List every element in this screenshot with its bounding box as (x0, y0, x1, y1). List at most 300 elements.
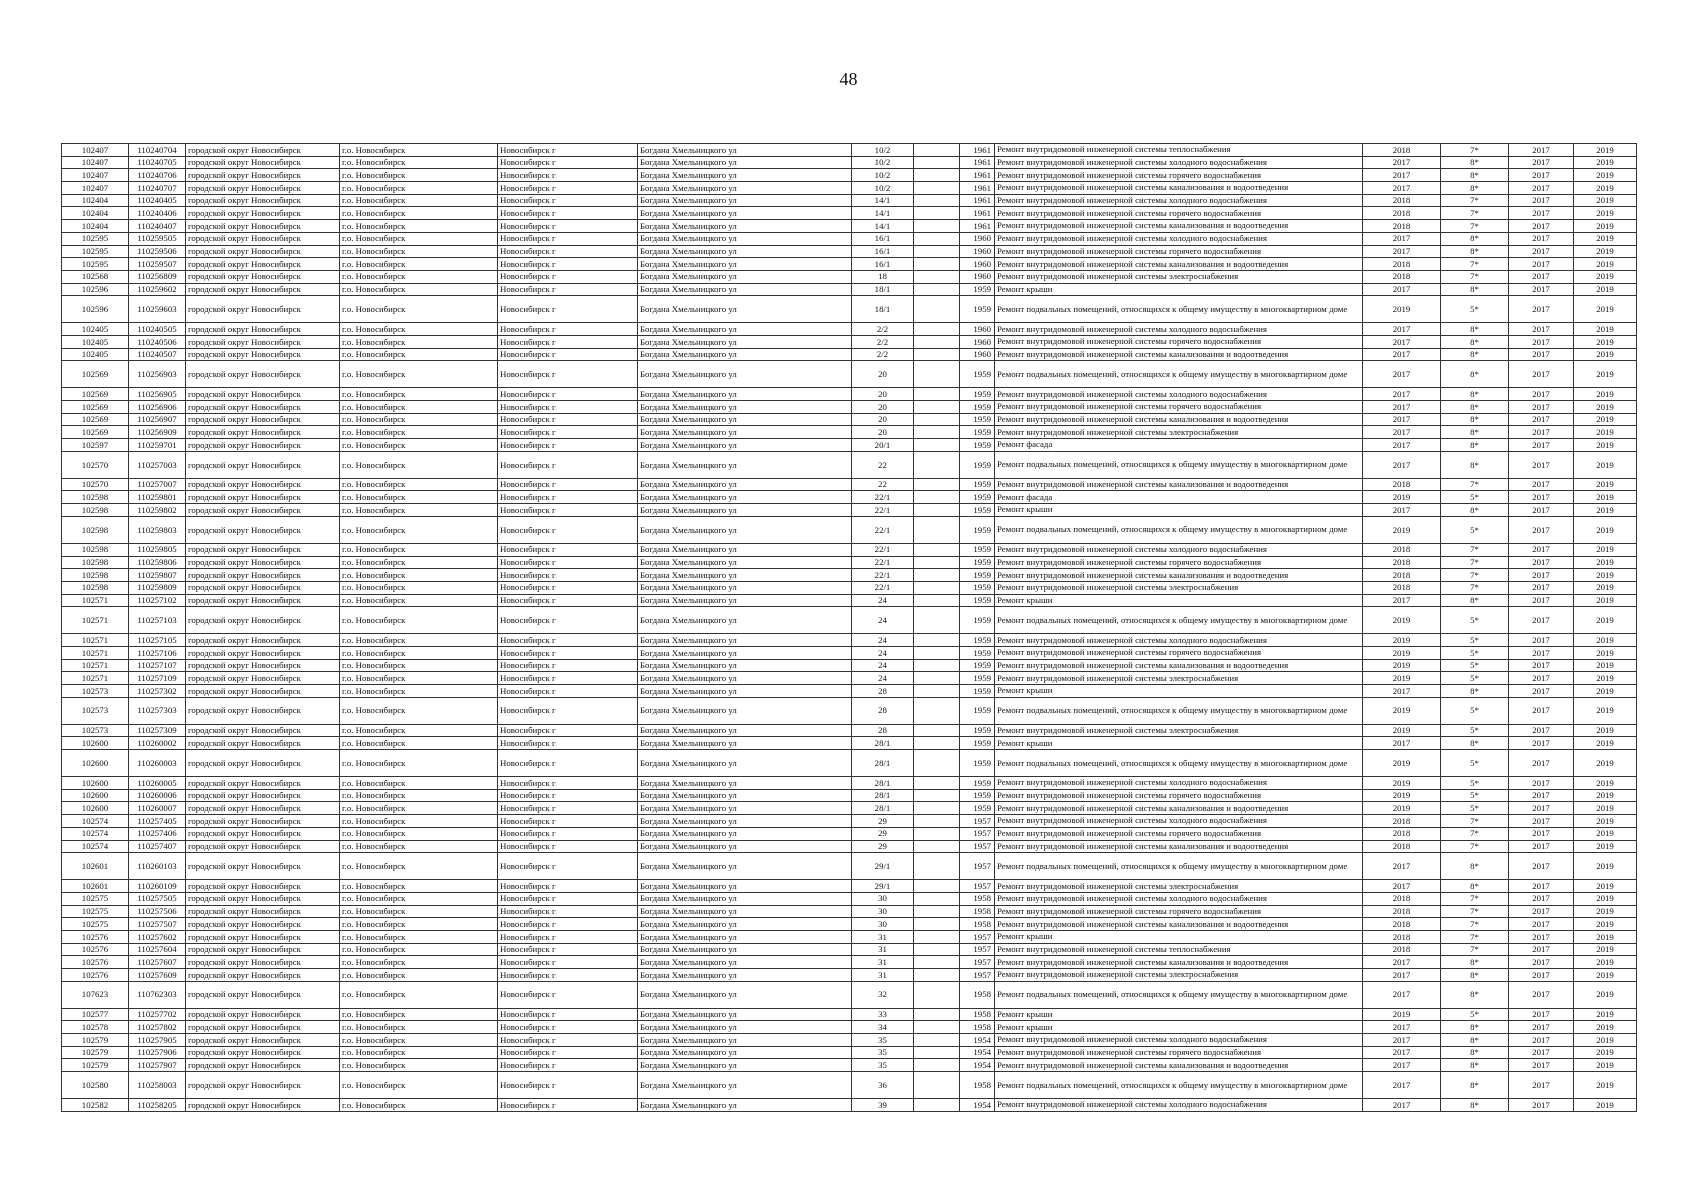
locality-cell: Новосибирск г (498, 969, 638, 982)
house-number-cell: 24 (852, 607, 914, 634)
house-id-cell: 102595 (62, 232, 129, 245)
municipality-cell: г.о. Новосибирск (340, 750, 498, 777)
street-cell: Богдана Хмельницкого ул (638, 296, 852, 323)
district-cell: городской округ Новосибирск (186, 258, 340, 271)
municipality-cell: г.о. Новосибирск (340, 232, 498, 245)
mark-cell: 7* (1441, 840, 1509, 853)
house-number-cell: 20 (852, 426, 914, 439)
municipality-cell: г.о. Новосибирск (340, 426, 498, 439)
table-row (62, 789, 1637, 802)
build-year-cell: 1959 (960, 777, 995, 790)
locality-cell: Новосибирск г (498, 491, 638, 504)
locality-cell: Новосибирск г (498, 918, 638, 931)
blank-cell (914, 724, 960, 737)
work-id-cell: 110259603 (129, 296, 186, 323)
house-number-cell: 10/2 (852, 144, 914, 157)
work-id-cell: 110257309 (129, 724, 186, 737)
build-year-cell: 1957 (960, 956, 995, 969)
work-type-cell: Ремонт внутридомовой инженерной системы холодного водоснабжения (995, 892, 1363, 905)
house-number-cell: 14/1 (852, 220, 914, 233)
house-number-cell: 33 (852, 1008, 914, 1021)
house-number-cell: 10/2 (852, 182, 914, 195)
work-type-cell: Ремонт внутридомовой инженерной системы канализования и водоотведения (995, 413, 1363, 426)
municipality-cell: г.о. Новосибирск (340, 1008, 498, 1021)
locality-cell: Новосибирск г (498, 943, 638, 956)
work-id-cell: 110260109 (129, 880, 186, 893)
build-year-cell: 1959 (960, 569, 995, 582)
plan-year-cell: 2017 (1363, 504, 1441, 517)
work-id-cell: 110240405 (129, 194, 186, 207)
locality-cell: Новосибирск г (498, 1034, 638, 1047)
table-row (62, 777, 1637, 790)
period-end-cell: 2019 (1574, 607, 1637, 634)
plan-year-cell: 2019 (1363, 777, 1441, 790)
period-end-cell: 2019 (1574, 245, 1637, 258)
house-id-cell: 102601 (62, 853, 129, 880)
work-id-cell: 110257702 (129, 1008, 186, 1021)
work-id-cell: 110259807 (129, 569, 186, 582)
table-row (62, 981, 1637, 1008)
period-end-cell: 2019 (1574, 270, 1637, 283)
mark-cell: 7* (1441, 943, 1509, 956)
work-id-cell: 110259805 (129, 543, 186, 556)
mark-cell: 8* (1441, 981, 1509, 1008)
period-end-cell: 2019 (1574, 956, 1637, 969)
build-year-cell: 1960 (960, 270, 995, 283)
work-id-cell: 110256809 (129, 270, 186, 283)
build-year-cell: 1960 (960, 245, 995, 258)
work-id-cell: 110259602 (129, 283, 186, 296)
work-id-cell: 110257506 (129, 905, 186, 918)
period-end-cell: 2019 (1574, 892, 1637, 905)
locality-cell: Новосибирск г (498, 504, 638, 517)
table-row (62, 646, 1637, 659)
house-id-cell: 102598 (62, 543, 129, 556)
municipality-cell: г.о. Новосибирск (340, 516, 498, 543)
period-start-cell: 2017 (1509, 840, 1574, 853)
district-cell: городской округ Новосибирск (186, 348, 340, 361)
district-cell: городской округ Новосибирск (186, 144, 340, 157)
house-id-cell: 102571 (62, 659, 129, 672)
locality-cell: Новосибирск г (498, 194, 638, 207)
blank-cell (914, 685, 960, 698)
blank-cell (914, 270, 960, 283)
build-year-cell: 1959 (960, 283, 995, 296)
build-year-cell: 1957 (960, 840, 995, 853)
street-cell: Богдана Хмельницкого ул (638, 491, 852, 504)
build-year-cell: 1959 (960, 607, 995, 634)
period-start-cell: 2017 (1509, 777, 1574, 790)
mark-cell: 8* (1441, 388, 1509, 401)
blank-cell (914, 840, 960, 853)
street-cell: Богдана Хмельницкого ул (638, 1099, 852, 1112)
district-cell: городской округ Новосибирск (186, 672, 340, 685)
street-cell: Богдана Хмельницкого ул (638, 401, 852, 414)
locality-cell: Новосибирск г (498, 607, 638, 634)
table-row (62, 245, 1637, 258)
period-start-cell: 2017 (1509, 156, 1574, 169)
house-number-cell: 22/1 (852, 504, 914, 517)
street-cell: Богдана Хмельницкого ул (638, 1059, 852, 1072)
period-end-cell: 2019 (1574, 194, 1637, 207)
plan-year-cell: 2017 (1363, 451, 1441, 478)
build-year-cell: 1954 (960, 1059, 995, 1072)
table-row (62, 697, 1637, 724)
plan-year-cell: 2019 (1363, 491, 1441, 504)
table-row (62, 283, 1637, 296)
plan-year-cell: 2017 (1363, 1072, 1441, 1099)
work-id-cell: 110259505 (129, 232, 186, 245)
house-number-cell: 16/1 (852, 232, 914, 245)
period-start-cell: 2017 (1509, 1099, 1574, 1112)
build-year-cell: 1959 (960, 516, 995, 543)
table-row (62, 207, 1637, 220)
mark-cell: 8* (1441, 182, 1509, 195)
period-start-cell: 2017 (1509, 659, 1574, 672)
work-id-cell: 110260103 (129, 853, 186, 880)
period-start-cell: 2017 (1509, 930, 1574, 943)
municipality-cell: г.о. Новосибирск (340, 607, 498, 634)
district-cell: городской округ Новосибирск (186, 905, 340, 918)
house-number-cell: 14/1 (852, 194, 914, 207)
blank-cell (914, 413, 960, 426)
period-end-cell: 2019 (1574, 750, 1637, 777)
street-cell: Богдана Хмельницкого ул (638, 426, 852, 439)
house-id-cell: 102598 (62, 569, 129, 582)
municipality-cell: г.о. Новосибирск (340, 182, 498, 195)
period-start-cell: 2017 (1509, 194, 1574, 207)
work-type-cell: Ремонт внутридомовой инженерной системы канализования и водоотведения (995, 569, 1363, 582)
period-end-cell: 2019 (1574, 388, 1637, 401)
period-end-cell: 2019 (1574, 426, 1637, 439)
mark-cell: 7* (1441, 207, 1509, 220)
house-number-cell: 18/1 (852, 283, 914, 296)
blank-cell (914, 169, 960, 182)
period-end-cell: 2019 (1574, 258, 1637, 271)
plan-year-cell: 2019 (1363, 802, 1441, 815)
locality-cell: Новосибирск г (498, 296, 638, 323)
work-type-cell: Ремонт внутридомовой инженерной системы холодного водоснабжения (995, 156, 1363, 169)
period-end-cell: 2019 (1574, 777, 1637, 790)
street-cell: Богдана Хмельницкого ул (638, 220, 852, 233)
mark-cell: 8* (1441, 1059, 1509, 1072)
municipality-cell: г.о. Новосибирск (340, 1099, 498, 1112)
work-id-cell: 110257109 (129, 672, 186, 685)
mark-cell: 8* (1441, 323, 1509, 336)
plan-year-cell: 2019 (1363, 516, 1441, 543)
build-year-cell: 1959 (960, 659, 995, 672)
build-year-cell: 1959 (960, 646, 995, 659)
table-row (62, 956, 1637, 969)
locality-cell: Новосибирск г (498, 348, 638, 361)
mark-cell: 7* (1441, 478, 1509, 491)
locality-cell: Новосибирск г (498, 426, 638, 439)
district-cell: городской округ Новосибирск (186, 750, 340, 777)
street-cell: Богдана Хмельницкого ул (638, 388, 852, 401)
street-cell: Богдана Хмельницкого ул (638, 969, 852, 982)
period-end-cell: 2019 (1574, 1099, 1637, 1112)
house-number-cell: 35 (852, 1034, 914, 1047)
locality-cell: Новосибирск г (498, 388, 638, 401)
period-end-cell: 2019 (1574, 169, 1637, 182)
period-start-cell: 2017 (1509, 724, 1574, 737)
table-row (62, 930, 1637, 943)
house-number-cell: 24 (852, 659, 914, 672)
period-start-cell: 2017 (1509, 543, 1574, 556)
district-cell: городской округ Новосибирск (186, 943, 340, 956)
district-cell: городской округ Новосибирск (186, 220, 340, 233)
plan-year-cell: 2018 (1363, 543, 1441, 556)
plan-year-cell: 2017 (1363, 685, 1441, 698)
work-id-cell: 110258205 (129, 1099, 186, 1112)
period-end-cell: 2019 (1574, 348, 1637, 361)
period-start-cell: 2017 (1509, 258, 1574, 271)
house-id-cell: 102405 (62, 348, 129, 361)
period-end-cell: 2019 (1574, 516, 1637, 543)
build-year-cell: 1957 (960, 827, 995, 840)
mark-cell: 8* (1441, 1072, 1509, 1099)
table-row (62, 1059, 1637, 1072)
period-start-cell: 2017 (1509, 981, 1574, 1008)
period-start-cell: 2017 (1509, 478, 1574, 491)
street-cell: Богдана Хмельницкого ул (638, 413, 852, 426)
street-cell: Богдана Хмельницкого ул (638, 815, 852, 828)
work-id-cell: 110259809 (129, 581, 186, 594)
work-type-cell: Ремонт внутридомовой инженерной системы холодного водоснабжения (995, 232, 1363, 245)
blank-cell (914, 245, 960, 258)
table-row (62, 581, 1637, 594)
work-type-cell: Ремонт внутридомовой инженерной системы канализования и водоотведения (995, 258, 1363, 271)
house-number-cell: 31 (852, 943, 914, 956)
locality-cell: Новосибирск г (498, 1059, 638, 1072)
work-type-cell: Ремонт крыши (995, 594, 1363, 607)
municipality-cell: г.о. Новосибирск (340, 853, 498, 880)
house-id-cell: 102571 (62, 646, 129, 659)
locality-cell: Новосибирск г (498, 1099, 638, 1112)
plan-year-cell: 2017 (1363, 401, 1441, 414)
work-type-cell: Ремонт крыши (995, 737, 1363, 750)
locality-cell: Новосибирск г (498, 981, 638, 1008)
street-cell: Богдана Хмельницкого ул (638, 777, 852, 790)
table-row (62, 556, 1637, 569)
locality-cell: Новосибирск г (498, 258, 638, 271)
period-start-cell: 2017 (1509, 169, 1574, 182)
work-type-cell: Ремонт крыши (995, 283, 1363, 296)
house-id-cell: 102576 (62, 969, 129, 982)
street-cell: Богдана Хмельницкого ул (638, 659, 852, 672)
house-number-cell: 28 (852, 697, 914, 724)
plan-year-cell: 2018 (1363, 827, 1441, 840)
work-id-cell: 110257407 (129, 840, 186, 853)
street-cell: Богдана Хмельницкого ул (638, 930, 852, 943)
house-id-cell: 102569 (62, 413, 129, 426)
build-year-cell: 1960 (960, 348, 995, 361)
district-cell: городской округ Новосибирск (186, 283, 340, 296)
mark-cell: 5* (1441, 296, 1509, 323)
district-cell: городской округ Новосибирск (186, 956, 340, 969)
district-cell: городской округ Новосибирск (186, 581, 340, 594)
period-start-cell: 2017 (1509, 516, 1574, 543)
table-row (62, 737, 1637, 750)
municipality-cell: г.о. Новосибирск (340, 504, 498, 517)
street-cell: Богдана Хмельницкого ул (638, 270, 852, 283)
period-start-cell: 2017 (1509, 815, 1574, 828)
table-row (62, 634, 1637, 647)
house-id-cell: 102579 (62, 1046, 129, 1059)
street-cell: Богдана Хмельницкого ул (638, 943, 852, 956)
street-cell: Богдана Хмельницкого ул (638, 634, 852, 647)
period-end-cell: 2019 (1574, 672, 1637, 685)
locality-cell: Новосибирск г (498, 413, 638, 426)
work-id-cell: 110240505 (129, 323, 186, 336)
period-start-cell: 2017 (1509, 413, 1574, 426)
period-start-cell: 2017 (1509, 956, 1574, 969)
house-number-cell: 22 (852, 478, 914, 491)
plan-year-cell: 2019 (1363, 750, 1441, 777)
work-id-cell: 110257106 (129, 646, 186, 659)
locality-cell: Новосибирск г (498, 283, 638, 296)
table-row (62, 594, 1637, 607)
district-cell: городской округ Новосибирск (186, 802, 340, 815)
plan-year-cell: 2017 (1363, 426, 1441, 439)
house-id-cell: 102596 (62, 283, 129, 296)
house-number-cell: 31 (852, 969, 914, 982)
street-cell: Богдана Хмельницкого ул (638, 569, 852, 582)
house-id-cell: 102405 (62, 323, 129, 336)
work-id-cell: 110260003 (129, 750, 186, 777)
municipality-cell: г.о. Новосибирск (340, 789, 498, 802)
house-number-cell: 14/1 (852, 207, 914, 220)
house-id-cell: 102576 (62, 930, 129, 943)
district-cell: городской округ Новосибирск (186, 853, 340, 880)
work-id-cell: 110257604 (129, 943, 186, 956)
locality-cell: Новосибирск г (498, 853, 638, 880)
period-end-cell: 2019 (1574, 182, 1637, 195)
blank-cell (914, 361, 960, 388)
blank-cell (914, 750, 960, 777)
period-end-cell: 2019 (1574, 296, 1637, 323)
period-start-cell: 2017 (1509, 296, 1574, 323)
mark-cell: 8* (1441, 169, 1509, 182)
work-id-cell: 110257609 (129, 969, 186, 982)
blank-cell (914, 634, 960, 647)
period-end-cell: 2019 (1574, 880, 1637, 893)
house-number-cell: 28/1 (852, 750, 914, 777)
period-start-cell: 2017 (1509, 880, 1574, 893)
locality-cell: Новосибирск г (498, 156, 638, 169)
blank-cell (914, 426, 960, 439)
street-cell: Богдана Хмельницкого ул (638, 737, 852, 750)
plan-year-cell: 2019 (1363, 659, 1441, 672)
work-id-cell: 110240407 (129, 220, 186, 233)
house-id-cell: 102600 (62, 789, 129, 802)
period-start-cell: 2017 (1509, 1021, 1574, 1034)
house-id-cell: 102579 (62, 1059, 129, 1072)
period-start-cell: 2017 (1509, 182, 1574, 195)
period-end-cell: 2019 (1574, 220, 1637, 233)
house-id-cell: 102571 (62, 634, 129, 647)
table-row (62, 491, 1637, 504)
plan-year-cell: 2018 (1363, 478, 1441, 491)
work-type-cell: Ремонт крыши (995, 685, 1363, 698)
table-row (62, 853, 1637, 880)
table-row (62, 724, 1637, 737)
work-id-cell: 110258003 (129, 1072, 186, 1099)
work-id-cell: 110257602 (129, 930, 186, 943)
mark-cell: 5* (1441, 491, 1509, 504)
blank-cell (914, 478, 960, 491)
street-cell: Богдана Хмельницкого ул (638, 323, 852, 336)
work-type-cell: Ремонт внутридомовой инженерной системы электроснабжения (995, 270, 1363, 283)
work-id-cell: 110257505 (129, 892, 186, 905)
table-row (62, 323, 1637, 336)
blank-cell (914, 1059, 960, 1072)
mark-cell: 8* (1441, 853, 1509, 880)
work-type-cell: Ремонт внутридомовой инженерной системы холодного водоснабжения (995, 777, 1363, 790)
street-cell: Богдана Хмельницкого ул (638, 451, 852, 478)
locality-cell: Новосибирск г (498, 516, 638, 543)
table-row (62, 478, 1637, 491)
district-cell: городской округ Новосибирск (186, 323, 340, 336)
table-row (62, 388, 1637, 401)
district-cell: городской округ Новосибирск (186, 1059, 340, 1072)
house-number-cell: 18 (852, 270, 914, 283)
work-type-cell: Ремонт внутридомовой инженерной системы электроснабжения (995, 880, 1363, 893)
work-id-cell: 110256903 (129, 361, 186, 388)
registry-sheet (61, 143, 1636, 1112)
house-number-cell: 16/1 (852, 258, 914, 271)
locality-cell: Новосибирск г (498, 245, 638, 258)
plan-year-cell: 2017 (1363, 413, 1441, 426)
locality-cell: Новосибирск г (498, 737, 638, 750)
district-cell: городской округ Новосибирск (186, 401, 340, 414)
street-cell: Богдана Хмельницкого ул (638, 918, 852, 931)
blank-cell (914, 543, 960, 556)
plan-year-cell: 2017 (1363, 388, 1441, 401)
district-cell: городской округ Новосибирск (186, 1046, 340, 1059)
mark-cell: 8* (1441, 1021, 1509, 1034)
house-id-cell: 102569 (62, 426, 129, 439)
municipality-cell: г.о. Новосибирск (340, 827, 498, 840)
period-end-cell: 2019 (1574, 401, 1637, 414)
work-type-cell: Ремонт внутридомовой инженерной системы холодного водоснабжения (995, 634, 1363, 647)
municipality-cell: г.о. Новосибирск (340, 323, 498, 336)
work-id-cell: 110240706 (129, 169, 186, 182)
work-type-cell: Ремонт внутридомовой инженерной системы электроснабжения (995, 672, 1363, 685)
municipality-cell: г.о. Новосибирск (340, 956, 498, 969)
house-id-cell: 102404 (62, 207, 129, 220)
municipality-cell: г.о. Новосибирск (340, 556, 498, 569)
plan-year-cell: 2017 (1363, 1034, 1441, 1047)
house-number-cell: 30 (852, 892, 914, 905)
mark-cell: 7* (1441, 270, 1509, 283)
house-id-cell: 102595 (62, 245, 129, 258)
blank-cell (914, 451, 960, 478)
period-end-cell: 2019 (1574, 724, 1637, 737)
plan-year-cell: 2017 (1363, 232, 1441, 245)
locality-cell: Новосибирск г (498, 827, 638, 840)
period-start-cell: 2017 (1509, 451, 1574, 478)
blank-cell (914, 516, 960, 543)
house-number-cell: 16/1 (852, 245, 914, 258)
municipality-cell: г.о. Новосибирск (340, 724, 498, 737)
street-cell: Богдана Хмельницкого ул (638, 182, 852, 195)
plan-year-cell: 2017 (1363, 169, 1441, 182)
street-cell: Богдана Хмельницкого ул (638, 853, 852, 880)
district-cell: городской округ Новосибирск (186, 491, 340, 504)
build-year-cell: 1959 (960, 491, 995, 504)
locality-cell: Новосибирск г (498, 1021, 638, 1034)
